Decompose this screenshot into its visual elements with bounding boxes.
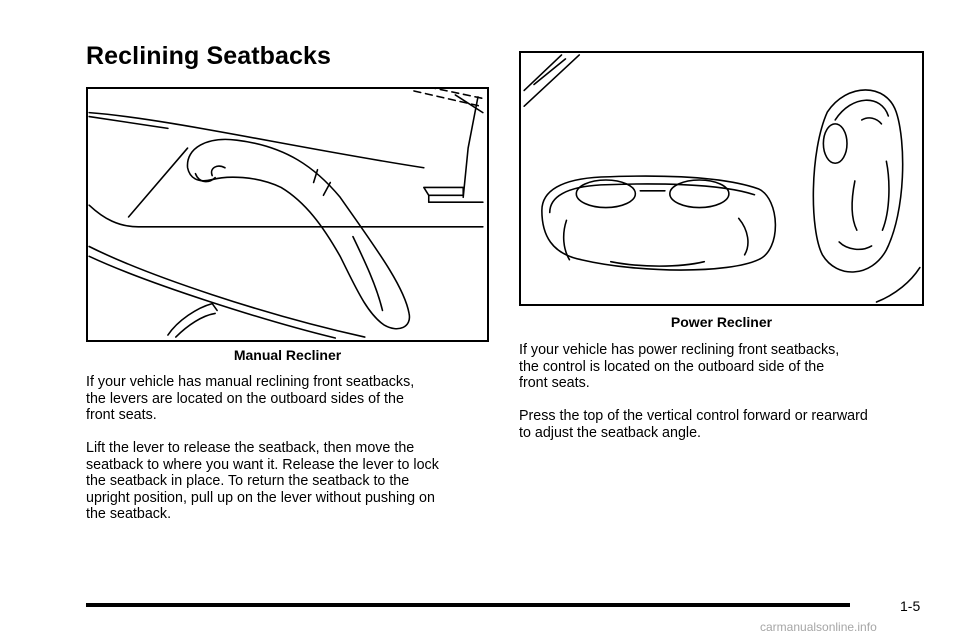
page-title: Reclining Seatbacks [86,42,332,70]
text-line: the seatback in place. To return the seatback to the [86,473,410,489]
power-instructions-paragraph [519,408,929,441]
text-line: If your vehicle has power reclining front seatbacks, [519,342,840,358]
manual-instructions-paragraph [86,440,506,523]
text-line: front seats. [86,407,157,423]
text-line: If your vehicle has manual reclining front seatbacks, [86,374,415,390]
text-line: the control is located on the outboard side of the [519,358,825,375]
power-recliner-caption: Power Recliner [670,314,773,330]
text-line: to adjust the seatback angle. [519,424,702,441]
power-intro-paragraph [519,342,929,392]
manual-intro-paragraph [86,374,496,424]
text-line: the seatback. [86,506,172,522]
footer-rule [86,603,850,607]
text-line: Press the top of the vertical control forward or rearward [519,408,868,424]
text-line: Lift the lever to release the seatback, then move the [86,440,415,456]
text-line: seatback to where you want it. Release the lever to lock [86,456,439,473]
text-line: front seats. [519,375,590,391]
text-line: upright position, pull up on the lever without pushing on [86,489,435,506]
text-line: the levers are located on the outboard sides of the [86,390,404,407]
watermark: carmanualsonline.info [760,620,877,634]
power-recliner-illustration [519,51,924,306]
page-number: 1-5 [900,598,921,614]
manual-recliner-illustration [86,87,489,342]
manual-recliner-caption: Manual Recliner [233,347,342,363]
